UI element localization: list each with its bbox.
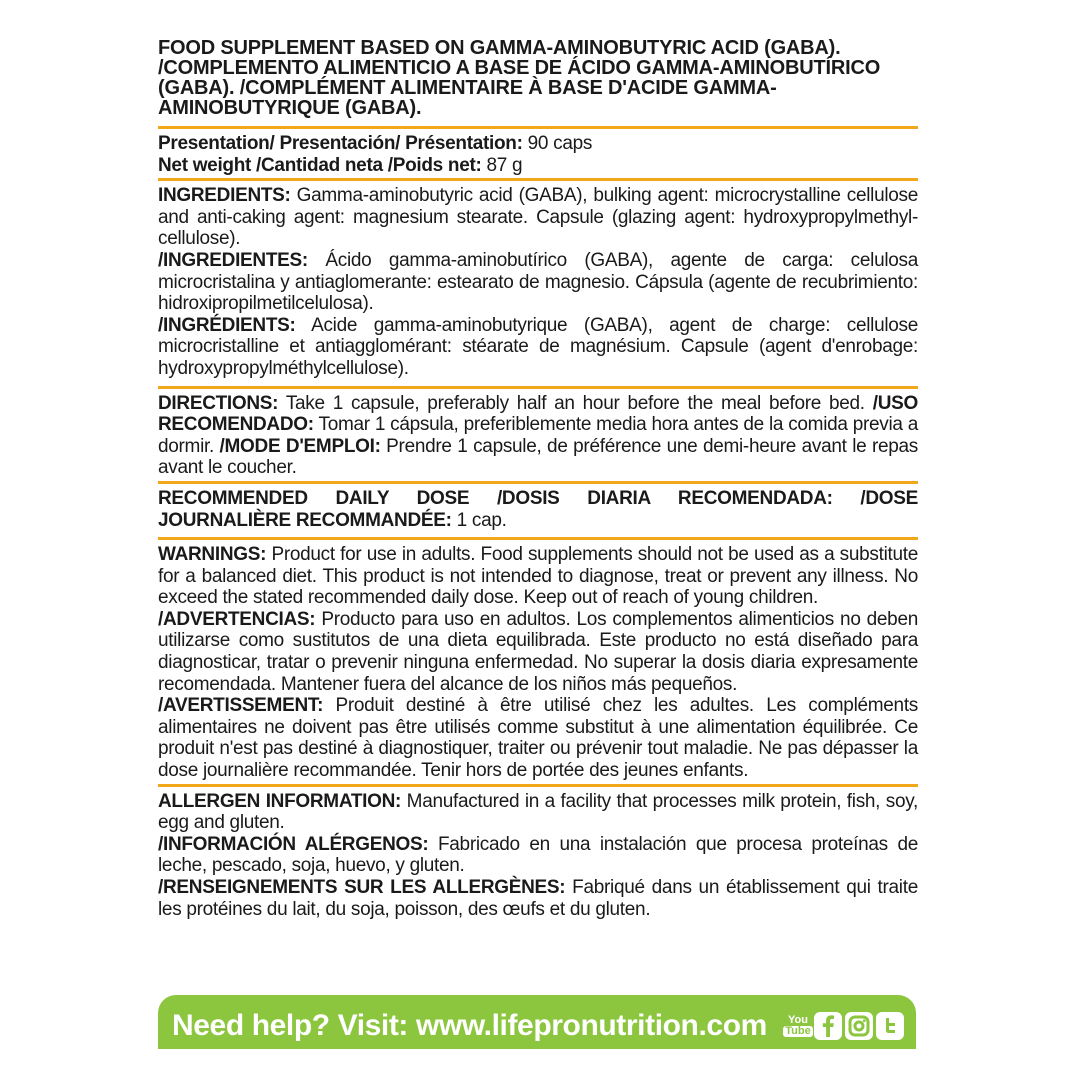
warnings-en-text: Product for use in adults. Food supplements should not be used as a substitute for a balanced diet. This product is not intended to diagnose, treat or prevent any illness. No exceed the stated recommended daily dose. Keep out of reach of young children. bbox=[158, 544, 918, 609]
warnings-en-label: WARNINGS: bbox=[158, 544, 267, 566]
directions-es-label: /USO RECOMENDADO: bbox=[158, 392, 918, 436]
dose-section bbox=[158, 488, 918, 531]
ingredients-en-label: INGREDIENTS: bbox=[158, 185, 291, 207]
help-footer bbox=[158, 995, 916, 1049]
social-icons bbox=[785, 1011, 904, 1041]
section-divider bbox=[158, 784, 918, 787]
warnings-fr-text: Produit destiné à être utilisé chez les adultes. Les compléments alimentaires ne doivent pas être utilisés comme substitut à une alimentation équilibrée. Ce produit n'est pas destiné à diagnostiquer, traiter ou prévenir tout maladie. Ne pas dépasser la dose journalière recommandée. Tenir hors de portée des jeunes enfants. bbox=[158, 695, 918, 782]
allergens-section bbox=[158, 791, 918, 921]
warnings-fr-label: /AVERTISSEMENT: bbox=[158, 695, 324, 717]
twitter-icon[interactable] bbox=[876, 1012, 904, 1040]
dose-value: 1 cap. bbox=[451, 509, 507, 531]
help-website-link[interactable]: Need help? Visit: www.lifepronutrition.com bbox=[172, 1009, 767, 1042]
section-divider bbox=[158, 481, 918, 484]
warnings-section bbox=[158, 544, 918, 782]
warnings-es-label: /ADVERTENCIAS: bbox=[158, 608, 316, 630]
youtube-tube-text: Tube bbox=[785, 1025, 811, 1037]
presentation-label: Presentation/ Presentación/ Présentation: bbox=[158, 133, 523, 154]
allergens-es-label: /INFORMACIÓN ALÉRGENOS: bbox=[158, 833, 429, 855]
section-divider bbox=[158, 537, 918, 540]
ingredients-es-label: /INGREDIENTES: bbox=[158, 249, 308, 271]
section-divider bbox=[158, 178, 918, 181]
dose-label: RECOMMENDED DAILY DOSE /DOSIS DIARIA RECOMENDADA: /DOSE JOURNALIÈRE RECOMMANDÉE: bbox=[158, 487, 918, 531]
section-divider bbox=[158, 386, 918, 389]
directions-es-text: Tomar 1 cápsula, preferiblemente media hora antes de la comida previa a dormir. bbox=[158, 414, 918, 457]
product-label bbox=[158, 38, 918, 920]
allergens-fr-label: /RENSEIGNEMENTS SUR LES ALLERGÈNES: bbox=[158, 877, 566, 898]
presentation-section bbox=[158, 133, 918, 176]
directions-en-label: DIRECTIONS: bbox=[158, 392, 279, 414]
directions-fr-label: /MODE D'EMPLOI: bbox=[219, 435, 381, 457]
allergens-en-text: Manufactured in a facility that processes milk protein, fish, soy, egg and gluten. bbox=[158, 790, 918, 834]
product-title: FOOD SUPPLEMENT BASED ON GAMMA-AMINOBUTYRIC ACID (GABA). /COMPLEMENTO ALIMENTICIO A BASE DE ÁCIDO GAMMA-AMINOBUTÍRICO (GABA). /COMPLÉMENT ALIMENTAIRE À BASE D'ACIDE GAMMA-AMINOBUTYRIQUE (GABA). bbox=[158, 37, 881, 119]
ingredients-section bbox=[158, 185, 918, 379]
facebook-icon[interactable] bbox=[814, 1012, 842, 1040]
ingredients-en-text: Gamma-aminobutyric acid (GABA), bulking agent: microcrystalline cellulose and anti-caking agent: magnesium stearate. Capsule (glazing agent: hydroxypropylmethyl-cellulose). bbox=[158, 185, 918, 250]
warnings-es-text: Producto para uso en adultos. Los complementos alimenticios no deben utilizarse como sustitutos de una dieta equilibrada. Este producto no está diseñado para diagnosticar, tratar o prevenir ninguna enfermedad. No superar la dosis diaria expresamente recomendada. Mantener fuera del alcance de los niños más pequeños. bbox=[158, 608, 918, 695]
directions-section bbox=[158, 393, 918, 479]
presentation-value: 90 caps bbox=[522, 133, 593, 154]
ingredients-fr-text: Acide gamma-aminobutyrique (GABA), agent de charge: cellulose microcristalline et antiagglomérant: stéarate de magnésium. Capsule (agent d'enrobage: hydroxypropylméthylcellulose). bbox=[158, 314, 918, 379]
directions-en-text: Take 1 capsule, preferably half an hour before the meal before bed. bbox=[278, 392, 873, 414]
instagram-icon[interactable] bbox=[845, 1012, 873, 1040]
youtube-you-text: You bbox=[788, 1014, 808, 1026]
youtube-icon[interactable] bbox=[785, 1011, 811, 1041]
ingredients-fr-label: /INGRÉDIENTS: bbox=[158, 314, 296, 336]
directions-fr-text: Prendre 1 capsule, de préférence une demi-heure avant le repas avant le coucher. bbox=[158, 435, 918, 479]
ingredients-es-text: Ácido gamma-aminobutírico (GABA), agente de carga: celulosa microcristalina y antiaglomerante: estearato de magnesio. Cápsula (agente de recubrimiento: hidroxipropilmetilcelulosa). bbox=[158, 249, 918, 315]
section-divider bbox=[158, 126, 918, 129]
net-weight-label: Net weight /Cantidad neta /Poids net: bbox=[158, 154, 482, 176]
allergens-en-label: ALLERGEN INFORMATION: bbox=[158, 790, 402, 812]
allergens-fr-text: Fabriqué dans un établissement qui traite les protéines du lait, du soja, poisson, des œufs et du gluten. bbox=[158, 877, 918, 920]
net-weight-value: 87 g bbox=[481, 154, 523, 176]
allergens-es-text: Fabricado en una instalación que procesa proteínas de leche, pescado, soja, huevo, y gluten. bbox=[158, 833, 919, 877]
